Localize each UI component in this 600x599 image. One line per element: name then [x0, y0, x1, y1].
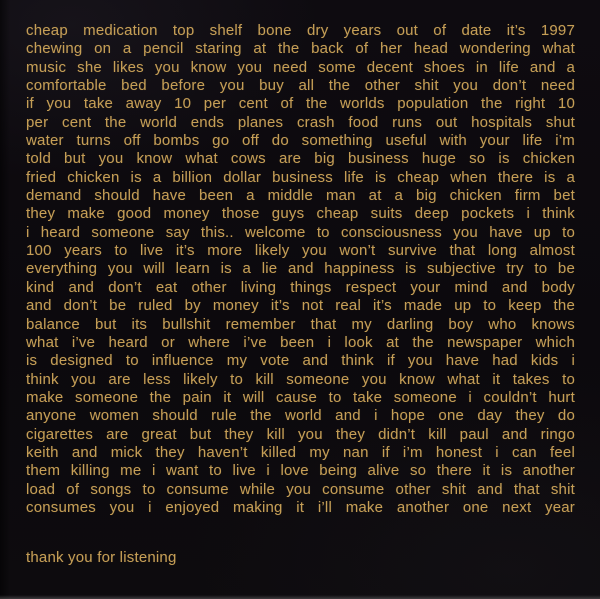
liner-notes-line: water turns off bombs go off do something useful with your life i’m: [26, 132, 575, 150]
liner-notes-line: demand should have been a middle man at a big chicken firm bet: [26, 187, 575, 205]
liner-notes-text: [26, 22, 575, 517]
liner-notes-line: them killing me i want to live i love being alive so there it is another: [26, 462, 575, 480]
liner-notes-line: cigarettes are great but they kill you they didn’t kill paul and ringo: [26, 425, 575, 443]
liner-notes-line: make someone the pain it will cause to take someone i couldn’t hurt: [26, 388, 575, 406]
thank-you-note: thank you for listening: [26, 549, 177, 566]
liner-notes-line: everything you will learn is a lie and happiness is subjective try to be: [26, 260, 575, 278]
liner-notes-line: balance but its bullshit remember that my darling boy who knows: [26, 315, 575, 333]
liner-notes-line: chewing on a pencil staring at the back of her head wondering what: [26, 40, 575, 58]
liner-notes-line: what i’ve heard or where i’ve been i look at the newspaper which: [26, 333, 575, 351]
liner-notes-line: cheap medication top shelf bone dry years out of date it’s 1997: [26, 22, 575, 39]
liner-notes-line: 100 years to live it’s more likely you won’t survive that long almost: [26, 242, 575, 260]
liner-notes-line: is designed to influence my vote and think if you have had kids i: [26, 352, 575, 370]
liner-notes-line: load of songs to consume while you consume other shit and that shit: [26, 480, 575, 498]
liner-notes-line: and don’t be ruled by money it’s not real it’s made up to keep the: [26, 297, 575, 315]
liner-notes-line: they make good money those guys cheap suits deep pockets i think: [26, 205, 575, 223]
liner-notes-line: consumes you i enjoyed making it i’ll make another one next year: [26, 498, 575, 516]
liner-notes-line: i heard someone say this.. welcome to consciousness you have up to: [26, 223, 575, 241]
liner-notes-line: per cent the world ends planes crash food runs out hospitals shut: [26, 113, 575, 131]
liner-notes-line: if you take away 10 per cent of the worlds population the right 10: [26, 95, 575, 113]
liner-notes-line: told but you know what cows are big business huge so is chicken: [26, 150, 575, 168]
liner-notes-line: music she likes you know you need some decent shoes in life and a: [26, 58, 575, 76]
liner-notes-line: anyone women should rule the world and i hope one day they do: [26, 407, 575, 425]
liner-notes-line: think you are less likely to kill someone you know what it takes to: [26, 370, 575, 388]
liner-notes-line: fried chicken is a billion dollar business life is cheap when there is a: [26, 168, 575, 186]
liner-notes-line: keith and mick they haven’t killed my nan if i’m honest i can feel: [26, 443, 575, 461]
liner-notes-line: comfortable bed before you buy all the other shit you don’t need: [26, 77, 575, 95]
liner-notes-line: kind and don’t eat other living things respect your mind and body: [26, 278, 575, 296]
